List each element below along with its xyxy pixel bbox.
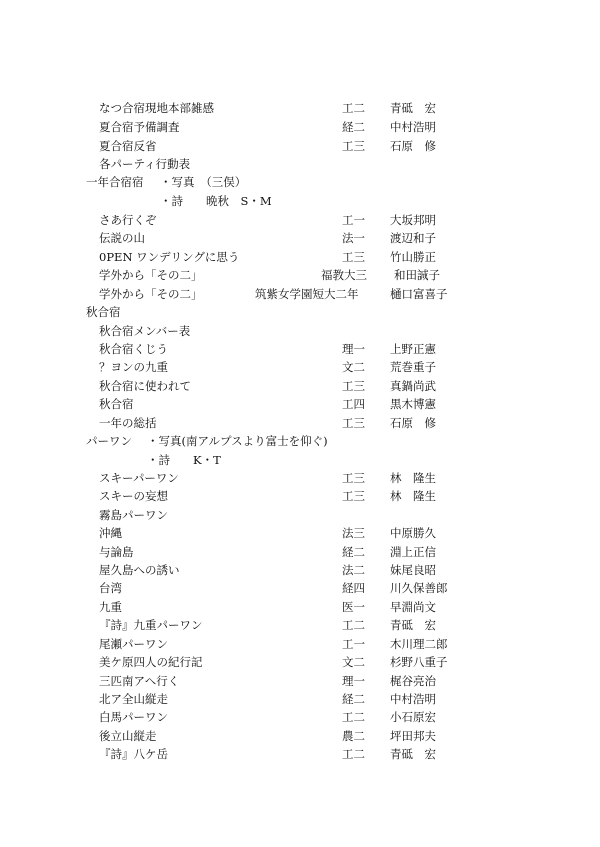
entry-title: スキーパーワン bbox=[99, 471, 179, 485]
entry-title: 夏合宿予備調査 bbox=[99, 120, 180, 134]
section-sub: ・写真 （三俣） bbox=[160, 175, 247, 189]
entry-title: 後立山縦走 bbox=[99, 729, 157, 743]
toc-entry bbox=[0, 358, 600, 376]
entry-author: 梶谷亮治 bbox=[390, 674, 436, 688]
entry-author: 荒巻重子 bbox=[390, 360, 436, 374]
entry-author: 大坂邦明 bbox=[390, 213, 436, 227]
section-sub: ・詩 晩秋 S・M bbox=[160, 194, 272, 208]
entry-author: 妹尾良昭 bbox=[390, 563, 436, 577]
toc-entry bbox=[0, 248, 600, 266]
entry-dept: 法二 bbox=[342, 563, 365, 577]
section-title: パーワン bbox=[86, 434, 132, 448]
entry-title: 『詩』九重パーワン bbox=[99, 618, 203, 632]
entry-dept: 法三 bbox=[342, 526, 365, 540]
toc-entry bbox=[0, 653, 600, 671]
entry-title: 伝説の山 bbox=[99, 231, 145, 245]
entry-author: 真鍋尚武 bbox=[390, 379, 436, 393]
entry-dept: 工二 bbox=[342, 618, 365, 632]
toc-entry bbox=[0, 395, 600, 413]
section-title: 一年合宿宿 bbox=[86, 175, 144, 189]
entry-title: 0PEN ワンデリングに思う bbox=[99, 250, 240, 264]
entry-dept: 工三 bbox=[342, 471, 365, 485]
section-heading bbox=[0, 173, 600, 191]
entry-title: 各パーティ行動表 bbox=[99, 157, 191, 171]
entry-title: 秋合宿くじう bbox=[99, 342, 168, 356]
entry-title: 九重 bbox=[99, 600, 122, 614]
entry-title: 与論島 bbox=[99, 545, 134, 559]
entry-author: 石原 修 bbox=[390, 416, 436, 430]
toc-entry bbox=[0, 579, 600, 597]
entry-dept: 工三 bbox=[342, 139, 365, 153]
toc-entry bbox=[0, 266, 600, 284]
toc-entry bbox=[0, 598, 600, 616]
entry-author: 小石原宏 bbox=[390, 710, 436, 724]
entry-author: 樋口富喜子 bbox=[390, 287, 448, 301]
entry-dept: 文二 bbox=[342, 655, 365, 669]
toc-entry bbox=[0, 506, 600, 524]
entry-author: 淵上正信 bbox=[390, 545, 436, 559]
toc-entry bbox=[0, 118, 600, 136]
entry-author: 林 隆生 bbox=[390, 489, 436, 503]
toc-entry bbox=[0, 745, 600, 763]
toc-entry bbox=[0, 377, 600, 395]
toc-entry bbox=[0, 322, 600, 340]
entry-title: 学外から「その二」 bbox=[99, 268, 203, 282]
entry-dept: 筑紫女学園短大二年 bbox=[255, 287, 359, 301]
entry-dept: 工一 bbox=[342, 637, 365, 651]
entry-author: 黒木博憲 bbox=[390, 397, 436, 411]
toc-entry bbox=[0, 99, 600, 117]
toc-entry bbox=[0, 524, 600, 542]
toc-entry bbox=[0, 211, 600, 229]
entry-title: 秋合宿メンバー表 bbox=[99, 324, 191, 338]
entry-title: なつ合宿現地本部雑感 bbox=[99, 101, 214, 115]
toc-entry bbox=[0, 229, 600, 247]
entry-title: 秋合宿 bbox=[99, 397, 134, 411]
section-heading bbox=[0, 303, 600, 321]
entry-author: 木川理二郎 bbox=[390, 637, 448, 651]
entry-title: スキーの妄想 bbox=[99, 489, 168, 503]
entry-author: 川久保善郎 bbox=[390, 581, 448, 595]
toc-entry bbox=[0, 635, 600, 653]
section-sub: ・写真(南アルプスより富士を仰ぐ) bbox=[147, 434, 328, 448]
toc-entry bbox=[0, 543, 600, 561]
entry-author: 坪田邦夫 bbox=[390, 729, 436, 743]
entry-dept: 理一 bbox=[342, 674, 365, 688]
entry-title: 夏合宿反省 bbox=[99, 139, 157, 153]
entry-dept: 工二 bbox=[342, 101, 365, 115]
entry-author: 中村浩明 bbox=[390, 692, 436, 706]
entry-title: ？ヨンの九重 bbox=[99, 360, 168, 374]
toc-entry bbox=[0, 690, 600, 708]
entry-dept: 医一 bbox=[342, 600, 365, 614]
section-heading bbox=[0, 432, 600, 450]
entry-title: 美ケ原四人の紀行記 bbox=[99, 655, 203, 669]
entry-dept: 工二 bbox=[342, 747, 365, 761]
entry-title: 尾瀬パーワン bbox=[99, 637, 168, 651]
entry-dept: 工三 bbox=[342, 379, 365, 393]
entry-title: 沖縄 bbox=[99, 526, 122, 540]
entry-author: 中村浩明 bbox=[390, 120, 436, 134]
entry-title: さあ行くぞ bbox=[99, 213, 157, 227]
entry-title: 三匹南アへ行く bbox=[99, 674, 180, 688]
toc-entry bbox=[0, 487, 600, 505]
entry-author: 渡辺和子 bbox=[390, 231, 436, 245]
section-title: 秋合宿 bbox=[86, 305, 121, 319]
section-sub-row bbox=[0, 192, 600, 210]
entry-dept: 文二 bbox=[342, 360, 365, 374]
entry-author: 青砥 宏 bbox=[390, 101, 436, 115]
entry-dept: 工三 bbox=[342, 250, 365, 264]
entry-dept: 経四 bbox=[342, 581, 365, 595]
toc-entry bbox=[0, 137, 600, 155]
entry-title: 台湾 bbox=[99, 581, 122, 595]
entry-dept: 経二 bbox=[342, 692, 365, 706]
entry-author: 青砥 宏 bbox=[390, 618, 436, 632]
entry-title: 北ア全山縦走 bbox=[99, 692, 168, 706]
entry-author: 和田誠子 bbox=[394, 268, 440, 282]
entry-title: 霧島パーワン bbox=[99, 508, 168, 522]
entry-dept: 工一 bbox=[342, 213, 365, 227]
entry-dept: 経二 bbox=[342, 545, 365, 559]
section-sub: ・詩 K・T bbox=[147, 453, 221, 467]
entry-dept: 法一 bbox=[342, 231, 365, 245]
entry-title: 白馬パーワン bbox=[99, 710, 168, 724]
entry-dept: 工四 bbox=[342, 397, 365, 411]
toc-entry bbox=[0, 727, 600, 745]
entry-title: 学外から「その二」 bbox=[99, 287, 203, 301]
entry-dept: 理一 bbox=[342, 342, 365, 356]
entry-author: 上野正憲 bbox=[390, 342, 436, 356]
entry-dept: 工二 bbox=[342, 710, 365, 724]
toc-entry bbox=[0, 340, 600, 358]
toc-entry bbox=[0, 155, 600, 173]
toc-entry bbox=[0, 414, 600, 432]
entry-dept: 農二 bbox=[342, 729, 365, 743]
entry-dept: 福教大三 bbox=[321, 268, 367, 282]
entry-dept: 経二 bbox=[342, 120, 365, 134]
entry-title: 秋合宿に使われて bbox=[99, 379, 191, 393]
entry-author: 青砥 宏 bbox=[390, 747, 436, 761]
entry-author: 林 隆生 bbox=[390, 471, 436, 485]
toc-entry bbox=[0, 672, 600, 690]
toc-entry bbox=[0, 469, 600, 487]
section-sub-row bbox=[0, 451, 600, 469]
entry-title: 屋久島への誘い bbox=[99, 563, 180, 577]
entry-author: 竹山勝正 bbox=[390, 250, 436, 264]
entry-author: 石原 修 bbox=[390, 139, 436, 153]
toc-entry bbox=[0, 708, 600, 726]
toc-entry bbox=[0, 285, 600, 303]
entry-dept: 工三 bbox=[342, 416, 365, 430]
toc-entry bbox=[0, 561, 600, 579]
entry-title: 一年の総括 bbox=[99, 416, 157, 430]
toc-entry bbox=[0, 616, 600, 634]
entry-author: 早淵尚文 bbox=[390, 600, 436, 614]
entry-dept: 工三 bbox=[342, 489, 365, 503]
entry-author: 杉野八重子 bbox=[390, 655, 448, 669]
entry-author: 中原勝久 bbox=[390, 526, 436, 540]
entry-title: 『詩』八ケ岳 bbox=[99, 747, 168, 761]
